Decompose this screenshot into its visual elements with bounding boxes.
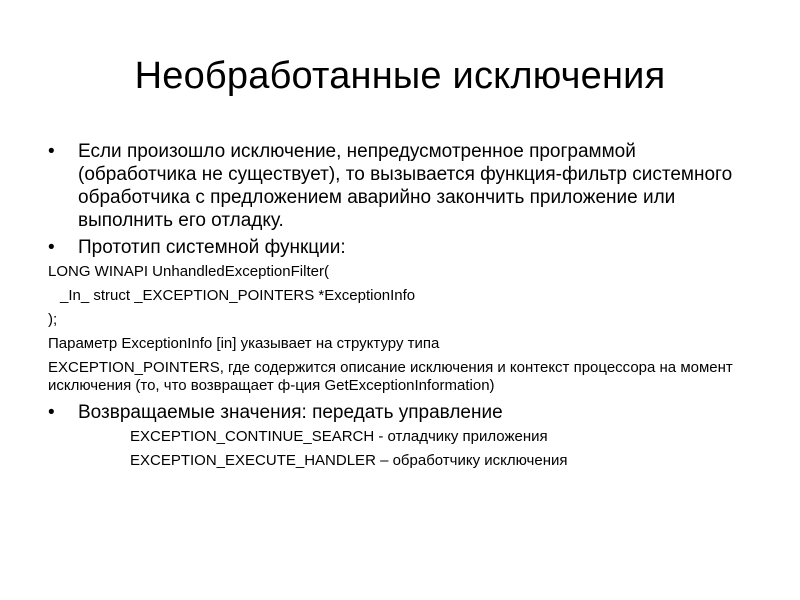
bullet-text: Возвращаемые значения: передать управление — [78, 402, 503, 423]
slide-title: Необработанные исключения — [134, 55, 666, 97]
code-line-signature: LONG WINAPI UnhandledExceptionFilter( — [48, 263, 329, 280]
code-line-parameter: _In_ struct _EXCEPTION_POINTERS *ExceptionInfo — [60, 287, 416, 304]
bullet-item-prototype — [48, 236, 758, 259]
bullet-text: Если произошло исключение, непредусмотренное программой (обработчика не существует), то вызывается функция-фильтр системного обработчика с предложением аварийно закончить приложение или выполнить его отладку. — [78, 141, 733, 231]
bullet-item-unhandled-description — [48, 140, 758, 232]
bullet-marker: • — [48, 402, 55, 423]
bullet-marker: • — [48, 237, 55, 258]
return-value-execute-handler: EXCEPTION_EXECUTE_HANDLER – обработчику исключения — [130, 452, 568, 469]
bullet-item-return-values — [48, 401, 758, 424]
param-description-line1: Параметр ExceptionInfo [in] указывает на структуру типа — [48, 335, 440, 352]
slide-body — [48, 140, 758, 476]
bullet-text: Прототип системной функции: — [78, 237, 346, 258]
return-value-continue-search: EXCEPTION_CONTINUE_SEARCH - отладчику приложения — [130, 428, 548, 445]
code-line-close: ); — [48, 311, 58, 328]
param-description-line2: EXCEPTION_POINTERS, где содержится описание исключения и контекст процессора на момент исключения (то, что возвращает ф-ция GetExceptionInformation) — [48, 359, 733, 394]
bullet-marker: • — [48, 141, 55, 162]
